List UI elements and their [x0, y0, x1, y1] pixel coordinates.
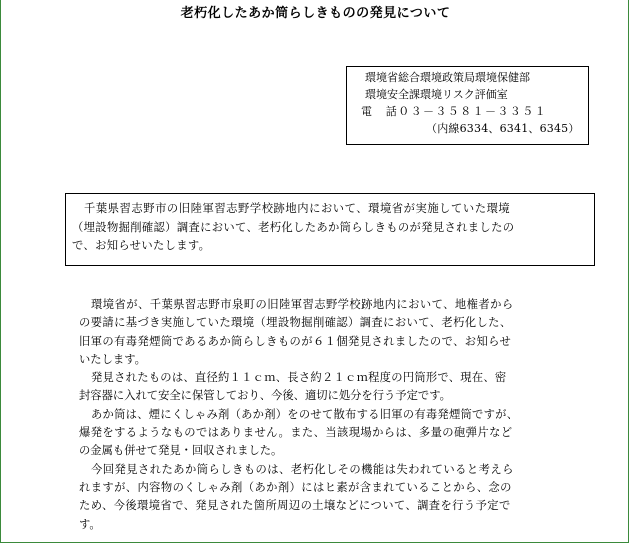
- contact-info-box: [346, 66, 589, 145]
- body-line: 封容器に入れて安全に保管しており、今後、適切に処分を行う予定です。: [79, 389, 451, 403]
- body-text: [79, 296, 599, 534]
- contact-extension: （内線6334、6341、6345）: [426, 122, 580, 135]
- body-line: の要請に基づき実施していた環境（埋設物掘削確認）調査において、老朽化した、: [79, 316, 512, 330]
- body-line: ため、今後環境省で、発見された箇所周辺の土壌などについて、調査を行う予定で: [79, 499, 511, 513]
- summary-line: （埋設物掘削確認）調査において、老朽化したあか筒らしきものが発見されましたの: [72, 220, 515, 234]
- body-line: いたします。: [79, 352, 146, 366]
- contact-office: 環境安全課環境リスク評価室: [365, 88, 508, 101]
- body-line: れますが、内容物のくしゃみ剤（あか剤）にはヒ素が含まれていることから、念の: [79, 480, 512, 494]
- summary-line: 千葉県習志野市の旧陸軍習志野学校跡地内において、環境省が実施していた環境: [84, 202, 511, 215]
- body-line: 環境省が、千葉県習志野市泉町の旧陸軍習志野学校跡地内において、地権者から: [91, 298, 514, 311]
- document-title: 老朽化したあか筒らしきものの発見について: [180, 6, 451, 21]
- body-line: あか筒は、煙にくしゃみ剤（あか剤）をのせて散布する旧軍の有毒発煙筒ですが、: [91, 407, 519, 421]
- contact-phone: 電 話０３－３５８１－３３５１: [361, 105, 547, 118]
- summary-line: で、お知らせいたします。: [72, 239, 211, 252]
- contact-department: 環境省総合環境政策局環境保健部: [365, 71, 530, 84]
- body-line: 旧軍の有毒発煙筒であるあか筒らしきものが６１個発見されましたので、お知らせ: [79, 334, 512, 348]
- body-line: す。: [79, 517, 101, 531]
- body-line: 今回発見されたあか筒らしきものは、老朽化しその機能は失われていると考えら: [91, 462, 514, 476]
- body-line: の金属も併せて発見・回収されました。: [79, 444, 283, 458]
- body-line: 爆発をするようなものではありません。また、当該現場からは、多量の砲弾片など: [79, 426, 513, 440]
- body-line: 発見されたものは、直径約１１ｃｍ、長さ約２１ｃｍ程度の円筒形で、現在、密: [91, 371, 507, 385]
- summary-box: [65, 193, 595, 266]
